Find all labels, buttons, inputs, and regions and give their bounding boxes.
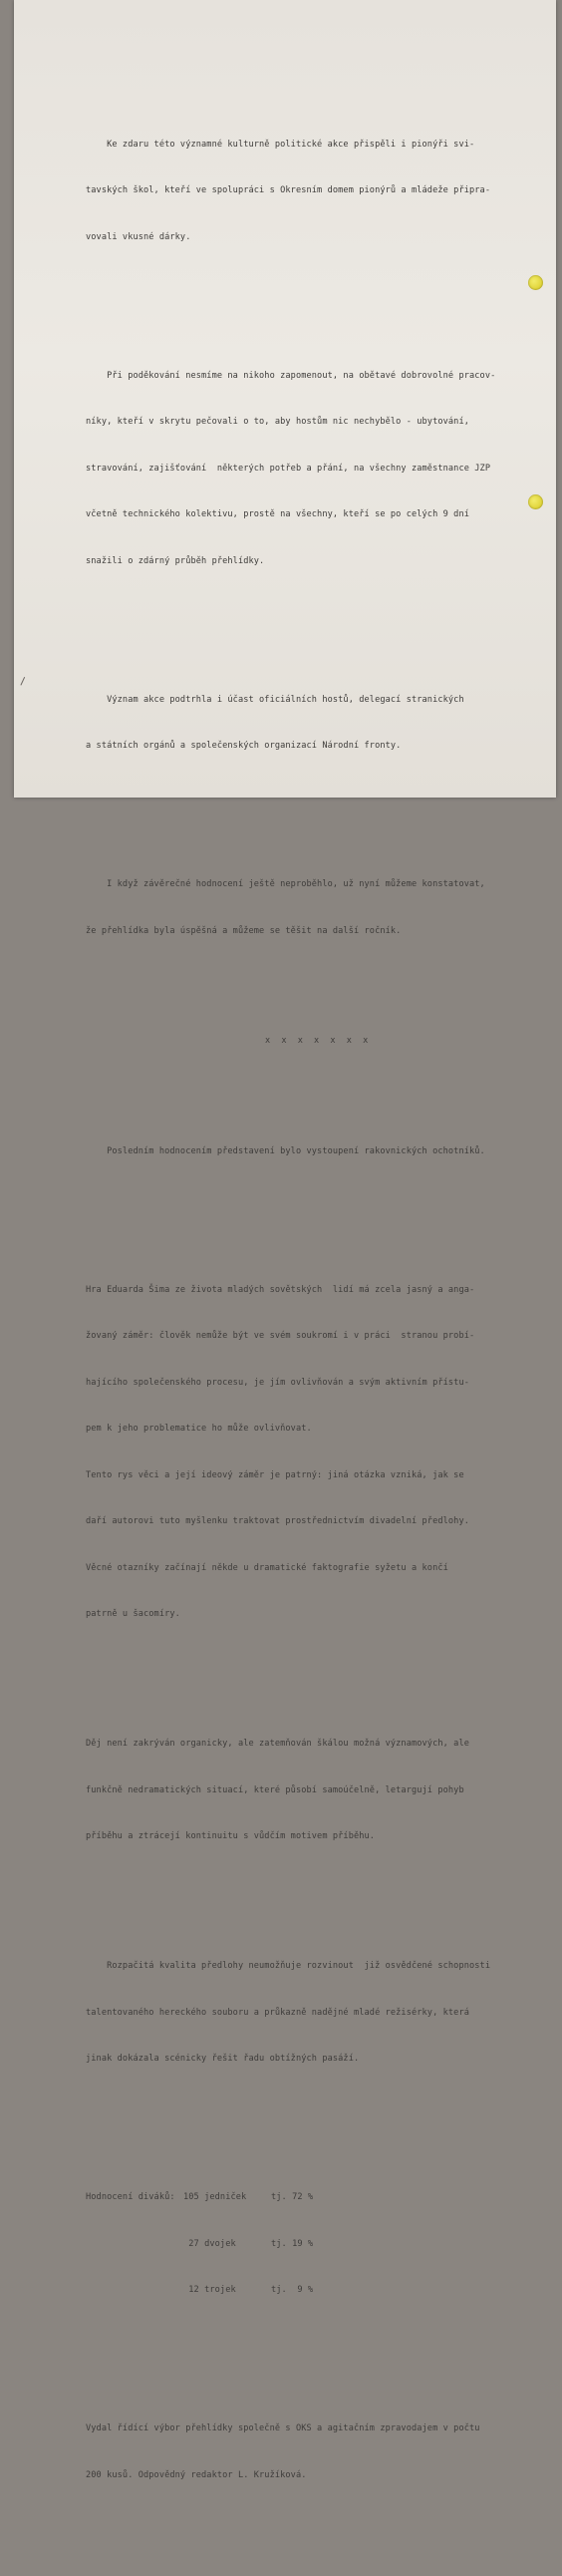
- ratings-label: Hodnocení diváků:: [86, 2192, 175, 2202]
- typewritten-text: [86, 60, 544, 2576]
- text-line: Hra Eduarda Šima ze života mladých sovětských lidí má zcela jasný a anga-: [86, 1284, 475, 1295]
- text-line: stravování, zajišťování některých potřeb a přání, na všechny zaměstnance JZP: [86, 463, 491, 474]
- text-line: že přehlídka byla úspěšná a můžeme se těšit na další ročník.: [86, 925, 402, 936]
- paragraph-quality: [86, 1928, 544, 2098]
- rating-count: 27 dvojek: [183, 2238, 236, 2249]
- text-line: patrně u šacomíry.: [86, 1609, 180, 1619]
- rating-percent: tj. 72 %: [271, 2192, 314, 2202]
- text-line: Tento rys věci a její ideový záměr je patrný: jiná otázka vzniká, jak se: [86, 1469, 464, 1480]
- text-line: Posledním hodnocením představení bylo vystoupení rakovnických ochotníků.: [86, 1145, 485, 1156]
- text-line: funkčně nedramatických situací, které působí samoúčelně, letargují pohyb: [86, 1784, 464, 1795]
- paragraph-colophon: [86, 2391, 544, 2514]
- text-line: vovali vkusné dárky.: [86, 231, 191, 242]
- text-line: níky, kteří v skrytu pečovali o to, aby hostům nic nechybělo - ubytování,: [86, 417, 469, 427]
- text-line: I když závěrečné hodnocení ještě neproběhlo, už nyní můžeme konstatovat,: [86, 879, 485, 889]
- rating-row: [86, 2283, 544, 2299]
- text-line: včetně technického kolektivu, prostě na všechny, kteří se po celých 9 dní: [86, 509, 469, 519]
- paragraph-play: [86, 1252, 544, 1654]
- punch-hole-lower: [528, 494, 543, 509]
- paragraph-plot: [86, 1706, 544, 1876]
- text-line: hajícího společenského procesu, je jím ovlivňován a svým aktivním přístu-: [86, 1377, 469, 1388]
- pencil-mark: [20, 677, 30, 688]
- rating-percent: tj. 19 %: [271, 2238, 314, 2249]
- rating-row: [86, 2190, 544, 2206]
- document-page: [14, 0, 556, 2480]
- paragraph-thanks: [86, 338, 544, 601]
- text-line: pem k jeho problematice ho může ovlivňovat.: [86, 1424, 312, 1434]
- text-line: tavských škol, kteří ve spolupráci s Okresním domem pionýrů a mládeže připra-: [86, 185, 491, 195]
- text-line: Rozpačitá kvalita předlohy neumožňuje rozvinout již osvědčené schopnosti: [86, 1961, 491, 1971]
- text-line: Děj není zakrýván organicky, ale zatemňován škálou možná významových, ale: [86, 1739, 469, 1749]
- rating-count: 12 trojek: [183, 2285, 236, 2295]
- text-line: 200 kusů. Odpovědný redaktor L. Kružíková.: [86, 2469, 307, 2480]
- text-line: talentovaného hereckého souboru a průkazně nadějné mladé režisérky, která: [86, 2007, 469, 2018]
- paragraph-guests: [86, 662, 544, 786]
- paragraph-pioneers: [86, 107, 544, 277]
- rating-percent: tj. 9 %: [271, 2285, 314, 2295]
- text-line: Vydal řídící výbor přehlídky společně s OKS a agitačním zpravodajem v počtu: [86, 2423, 480, 2433]
- text-line: jinak dokázala scénicky řešit řadu obtížných pasáží.: [86, 2054, 360, 2064]
- text-line: Význam akce podtrhla i účast oficiálních hostů, delegací stranických: [86, 694, 464, 705]
- text-line: a státních orgánů a společenských organizací Národní fronty.: [86, 741, 402, 751]
- paragraph-last-performance: [86, 1114, 544, 1191]
- text-line: žovaný záměr: člověk nemůže být ve svém soukromí i v práci stranou probí-: [86, 1331, 475, 1341]
- paragraph-evaluation: [86, 846, 544, 970]
- text-line: daří autorovi tuto myšlenku traktovat prostřednictvím divadelní předlohy.: [86, 1516, 469, 1526]
- text-line: Věcné otazníky začínají někde u dramatické faktografie syžetu a končí: [86, 1562, 448, 1573]
- section-separator: x x x x x x x: [265, 1035, 372, 1046]
- text-line: snažili o zdárný průběh přehlídky.: [86, 555, 265, 566]
- text-line: Při poděkování nesmíme na nikoho zapomenout, na obětavé dobrovolné pracov-: [86, 370, 496, 381]
- text-line: Ke zdaru této významné kulturně politické akce přispěli i pionýři svi-: [86, 139, 475, 150]
- text-line: příběhu a ztrácejí kontinuitu s vůdčím motivem příběhu.: [86, 1831, 376, 1841]
- punch-hole-upper: [528, 275, 543, 290]
- audience-ratings: [86, 2159, 544, 2330]
- rating-count: 105 jedniček: [183, 2192, 247, 2202]
- rating-row: [86, 2237, 544, 2253]
